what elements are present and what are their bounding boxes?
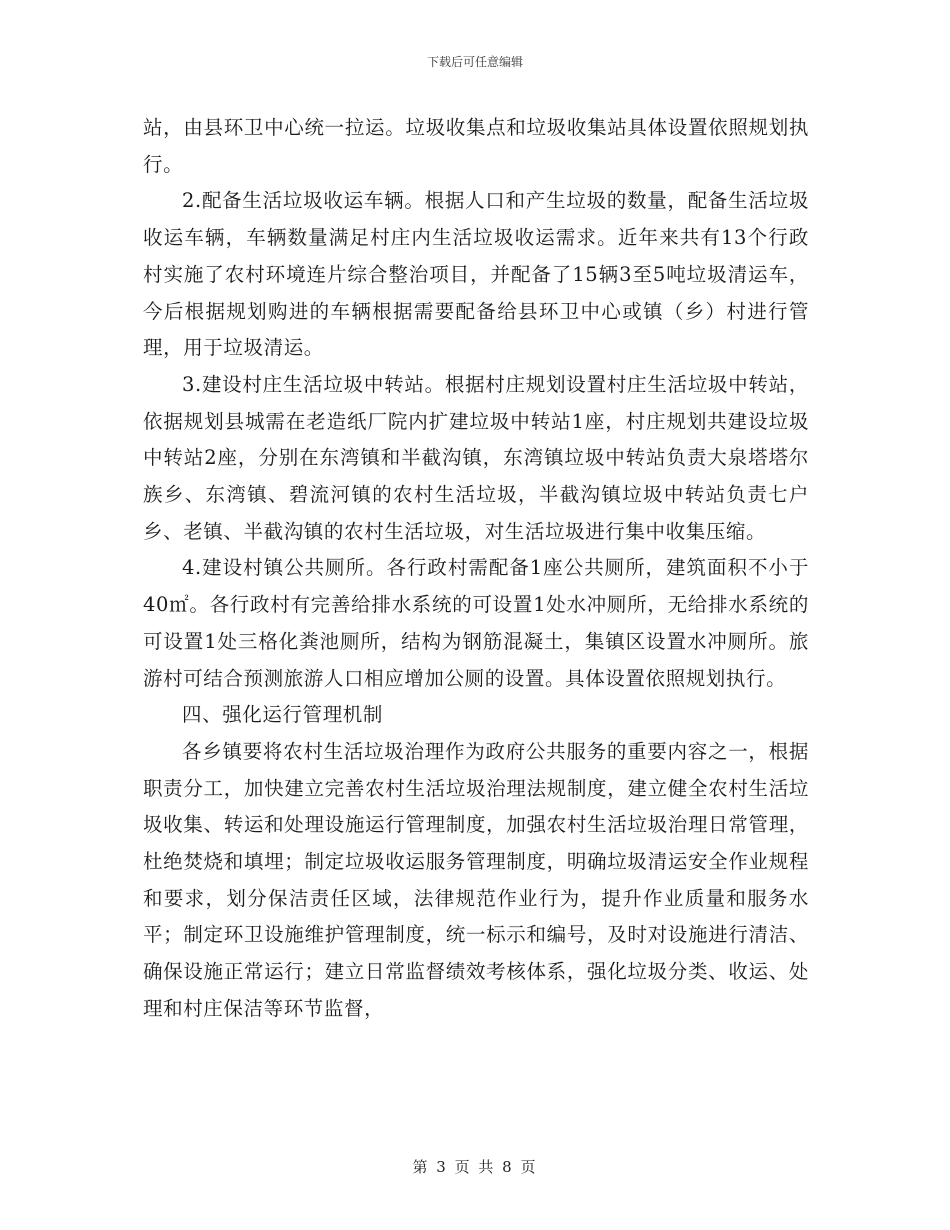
paragraph: 2.配备生活垃圾收运车辆。根据人口和产生垃圾的数量，配备生活垃圾收运车辆，车辆数量满足村庄内生活垃圾收运需求。近年来共有13个行政村实施了农村环境连片综合整治项目，并配备了15辆3至5吨垃圾清运车，今后根据规划购进的车辆根据需要配备给县环卫中心或镇（乡）村进行管理，用于垃圾清运。 — [143, 189, 809, 360]
paragraph: 各乡镇要将农村生活垃圾治理作为政府公共服务的重要内容之一，根据职责分工，加快建立完善农村生活垃圾治理法规制度，建立健全农村生活垃圾收集、转运和处理设施运行管理制度，加强农村生活垃圾治理日常管理，杜绝焚烧和填埋；制定垃圾收运服务管理制度，明确垃圾清运安全作业规程和要求，划分保洁责任区域，法律规范作业行为，提升作业质量和服务水平；制定环卫设施维护管理制度，统一标示和编号，及时对设施进行清洁、确保设施正常运行；建立日常监督绩效考核体系，强化垃圾分类、收运、处理和村庄保洁等环节监督， — [143, 739, 809, 1020]
body-text — [143, 110, 809, 1028]
page-number-footer: 第 3 页 共 8 页 — [412, 1158, 538, 1176]
section-heading: 四、强化运行管理机制 — [182, 703, 384, 727]
paragraph: 4.建设村镇公共厕所。各行政村需配备1座公共厕所，建筑面积不小于40㎡。各行政村有完善给排水系统的可设置1处水冲厕所，无给排水系统的可设置1处三格化粪池厕所，结构为钢筋混凝土，集镇区设置水冲厕所。旅游村可结合预测旅游人口相应增加公厕的设置。具体设置依照规划执行。 — [143, 556, 809, 690]
paragraph: 3.建设村庄生活垃圾中转站。根据村庄规划设置村庄生活垃圾中转站，依据规划县城需在老造纸厂院内扩建垃圾中转站1座，村庄规划共建设垃圾中转站2座，分别在东湾镇和半截沟镇，东湾镇垃圾中转站负责大泉塔塔尔族乡、东湾镇、碧流河镇的农村生活垃圾，半截沟镇垃圾中转站负责七户乡、老镇、半截沟镇的农村生活垃圾，对生活垃圾进行集中收集压缩。 — [143, 372, 809, 543]
header-note: 下载后可任意编辑 — [426, 55, 523, 69]
paragraph: 站，由县环卫中心统一拉运。垃圾收集点和垃圾收集站具体设置依照规划执行。 — [143, 116, 809, 176]
